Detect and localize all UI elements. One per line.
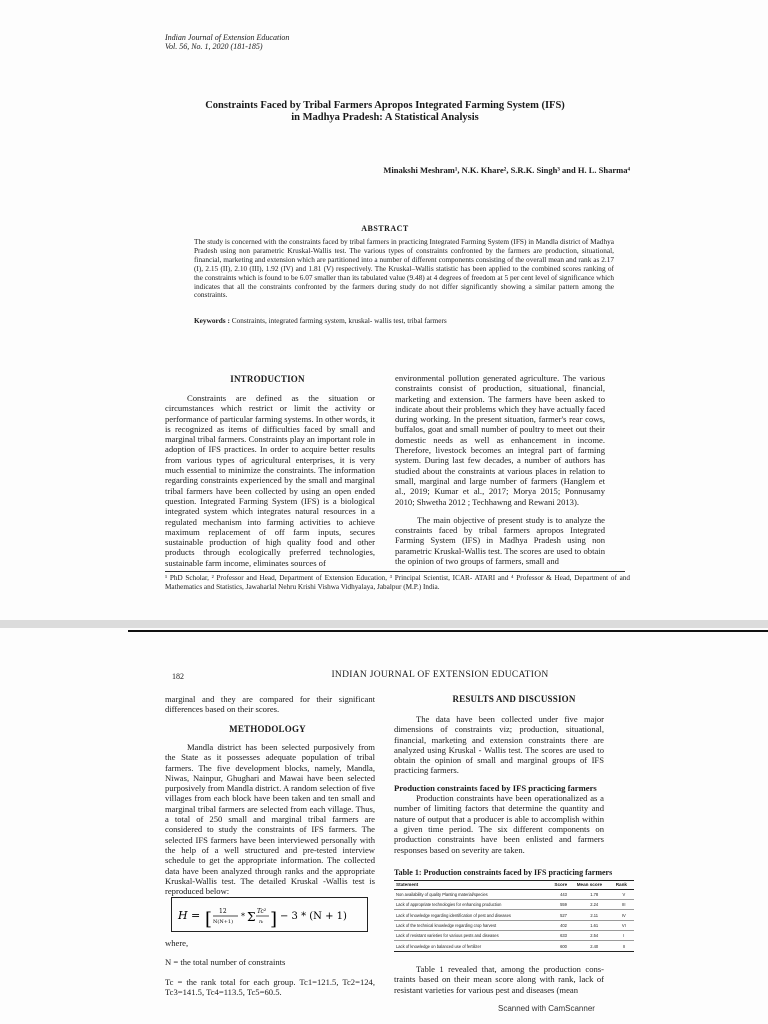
formula-tc-squared: Tc² — [257, 908, 267, 915]
table-discussion — [394, 964, 604, 995]
results-heading: RESULTS AND DISCUSSION — [452, 694, 576, 704]
right-column-page1 — [395, 373, 605, 566]
where-label: where, — [165, 938, 189, 948]
title-line-2: in Madhya Pradesh: A Statistical Analysis — [291, 112, 479, 123]
table-row — [394, 941, 634, 951]
results-paragraph: The data have been collected under five major dimensions of constraints viz; production, situational, financial, marketing and extension constraints there are analyzed using Kruskal - Wallis test. The scores are used to obtain the opinion of small and marginal groups of IFS practicing farmers. — [394, 714, 604, 776]
table-row — [394, 889, 634, 899]
table-discussion-paragraph: Table 1 revealed that, among the production cons-traints based on their mean score along with rank, lack of resistant varieties for various pest and diseases (mean — [394, 964, 604, 995]
tc-definition: Tc = the rank total for each group. Tc1=121.5, Tc2=124, Tc3=141.5, Tc4=113.5, Tc5=60.5. — [165, 976, 375, 997]
abstract-text: The study is concerned with the constraints faced by tribal farmers in practicing Integrated Farming System (IFS) in Mandla district of Madhya Pradesh using non parametric Kruskal-Wallis test. The various types of constraints confronted by the farmers are production, situational, financial, marketing and extension which are partitioned into a number of different components consisting of the overall mean and rank as 2.17 (I), 2.15 (II), 2.10 (III), 1.92 (IV) and 1.81 (V) respectively. The Kruskal–Wallis statistic has been applied to the combined scores ranking of the constraints which is found to be 6.07 smaller than its tabulated value (9.48) at 4 degrees of freedom at 5 per cent level of significance which indicates that all the constraints confronted by the farmers during study do not differ significantly showing a similar pattern among the constraints. — [194, 237, 614, 300]
cell-rank: I — [614, 931, 634, 941]
introduction-heading: INTRODUCTION — [230, 374, 305, 384]
table-1-title: Table 1: Production constraints faced by IFS practicing farmers — [394, 868, 613, 877]
col-score: Score — [552, 881, 574, 890]
abstract-heading: ABSTRACT — [361, 224, 409, 233]
production-constraints-paragraph: Production constraints have been operationalized as a number of limiting factors that determine the quantity and nature of output that a producer is able to accomplish within a given time period. The six different components on production constraints have been enlisted and farmers responses based on severity are taken. — [394, 793, 604, 855]
right-paragraph-1: environmental pollution generated agriculture. The various constraints consist of production, situational, financial, marketing and extension. The farmers have been asked to indicate about their problems which they have actually faced during working. In the present situation, farmer's rear cows, buffalos, goat and small number of poultry to meet out their domestic needs as well as enhancement in income. Therefore, livestock becomes an integral part of farming system. During last few decades, a number of authors has studied about the constraints at various places in relation to small, marginal and large number of farmers (Hanglem et al., 2019; Kumar et al., 2017; Morya 2015; Ponnusamy 2010; Shwetha 2012 ; Techhawng and Rewani 2013). — [395, 373, 605, 507]
col-statement: Statement — [394, 881, 552, 890]
running-head: INDIAN JOURNAL OF EXTENSION EDUCATION — [331, 670, 549, 680]
cell-rank: VI — [614, 920, 634, 930]
production-constraints-table — [394, 880, 634, 952]
kruskal-wallis-formula — [171, 897, 368, 932]
keywords — [194, 316, 614, 325]
introduction-column — [165, 393, 375, 568]
paper-title — [140, 100, 630, 124]
cell-statement: Lack of knowledge on balanced use of fertilizer — [394, 941, 552, 951]
title-line-1: Constraints Faced by Tribal Farmers Apropos Integrated Farming System (IFS) — [205, 100, 565, 111]
methodology-column — [165, 742, 375, 896]
cell-score: 559 — [552, 899, 574, 909]
formula-bracket-close: ] — [270, 909, 278, 930]
scanner-watermark: Scanned with CamScanner — [498, 1004, 595, 1013]
n-definition: N = the total number of constraints — [165, 957, 286, 968]
col-rank: Rank — [614, 881, 634, 890]
production-constraints-heading: Production constraints faced by IFS practicing farmers — [394, 782, 597, 793]
cell-mean: 2.11 — [575, 910, 614, 920]
cell-mean: 2.40 — [575, 941, 614, 951]
formula-bracket-open: [ — [205, 909, 213, 930]
journal-citation — [165, 33, 289, 51]
cell-rank: III — [614, 899, 634, 909]
footnote-rule — [165, 571, 625, 572]
formula-sigma: Σ — [247, 910, 256, 924]
cell-mean: 1.61 — [575, 920, 614, 930]
cell-mean: 2.24 — [575, 899, 614, 909]
continued-paragraph: marginal and they are compared for their significant differences based on their scores. — [165, 694, 375, 715]
col-mean-score: Mean score — [575, 881, 614, 890]
formula-remainder: − 3 * (N + 1) — [280, 911, 347, 922]
cell-statement: Lack of resistant varieties for various pests and diseases — [394, 931, 552, 941]
cell-score: 443 — [552, 889, 574, 899]
affiliation-footnote: ¹ PhD Scholar, ² Professor and Head, Department of Extension Education, ³ Principal Scientist, ICAR- ATARI and ⁴ Professor & Head, Department of and Mathematics and Statistics, Jawaharlal Nehru Krishi Vishwa Vidhyalaya, Jabalpur (M.P.) India. — [165, 574, 630, 591]
left-column-page2 — [165, 694, 375, 715]
cell-score: 527 — [552, 910, 574, 920]
formula-definitions — [165, 938, 375, 997]
cell-score: 402 — [552, 920, 574, 930]
formula-nc: nᵢ — [259, 919, 264, 925]
cell-rank: IV — [614, 910, 634, 920]
cell-rank: II — [614, 941, 634, 951]
cell-rank: V — [614, 889, 634, 899]
keywords-text: Constraints, integrated farming system, kruskal- wallis test, tribal farmers — [231, 316, 447, 325]
page-number: 182 — [172, 672, 184, 681]
keywords-label: Keywords : — [194, 316, 230, 325]
formula-equals: = — [191, 909, 201, 922]
table-header-row — [394, 881, 634, 890]
journal-volume: Vol. 56, No. 1, 2020 (181-185) — [165, 42, 263, 51]
table-row — [394, 910, 634, 920]
right-paragraph-2: The main objective of present study is to analyze the constraints faced by tribal farmers apropos Integrated Farming System (IFS) in Madhya Pradesh using non parametric Kruskal-Wallis test. The scores are used to obtain the opinion of two groups of farmers, small and — [395, 514, 605, 567]
page-two — [0, 628, 768, 1024]
table-row — [394, 899, 634, 909]
cell-statement: Lack of the technical knowledge regarding crop harvest — [394, 920, 552, 930]
cell-mean: 2.54 — [575, 931, 614, 941]
table-row — [394, 931, 634, 941]
cell-mean: 1.78 — [575, 889, 614, 899]
formula-numerator: 12 — [219, 908, 227, 915]
page-top-rule — [128, 630, 768, 632]
methodology-heading: METHODOLOGY — [229, 724, 306, 734]
introduction-paragraph: Constraints are defined as the situation or circumstances which restrict or limit the activity or performance of particular farming systems. In other words, it is recognized as items of difficulties faced by small and marginal tribal farmers. Constraints play an important role in adoption of IFS practices. In order to acquire better results from various types of agricultural enterprises, it is very much essential to minimize the constraints. The information regarding constraints experienced by the small and marginal tribal farmers have been collected by using an open ended question. Integrated Farming System (IFS) is a biological integrated system which integrates natural resources in a regulated mechanism into farming activities to achieve maximum replacement of off farm inputs, secures sustainable production of high quality food and other products through ecologically preferred technologies, sustainable farm income, eliminates sources of — [165, 393, 376, 568]
author-list: Minakshi Meshram¹, N.K. Khare², S.R.K. Singh³ and H. L. Sharma⁴ — [383, 165, 630, 175]
cell-score: 633 — [552, 931, 574, 941]
formula-graphic — [172, 898, 367, 931]
table-row — [394, 920, 634, 930]
formula-denominator: N(N+1) — [213, 919, 234, 925]
cell-statement: Lack of knowledge regarding identification of pest and diseases — [394, 910, 552, 920]
formula-multiply: * — [241, 912, 245, 921]
journal-name: Indian Journal of Extension Education — [165, 33, 290, 42]
cell-statement: Lack of appropriate technologies for enhancing production — [394, 899, 552, 909]
results-column — [394, 714, 604, 855]
cell-score: 600 — [552, 941, 574, 951]
formula-h: H — [178, 909, 188, 922]
cell-statement: Non availability of quality Planting material/species — [394, 889, 552, 899]
methodology-paragraph: Mandla district has been selected purposively from the State as it possesses adequate population of tribal farmers. The five development blocks, namely, Mandla, Niwas, Nainpur, Ghughari and Mawai have been selected purposively from Mandla district. A random selection of five villages from each block have been taken and ten small and marginal tribal farmers are selected from each village. Thus, a total of 250 small and marginal tribal farmers are considered to study the constraints of IFS farmers. The selected IFS farmers have been interviewed personally with the help of a well structured and pre-tested interview schedule to get the appropriate information. The collected data have been analyzed through ranks and the appropriate Kruskal-Wallis test. The detailed Kruskal -Wallis test is reproduced below: — [165, 742, 375, 897]
